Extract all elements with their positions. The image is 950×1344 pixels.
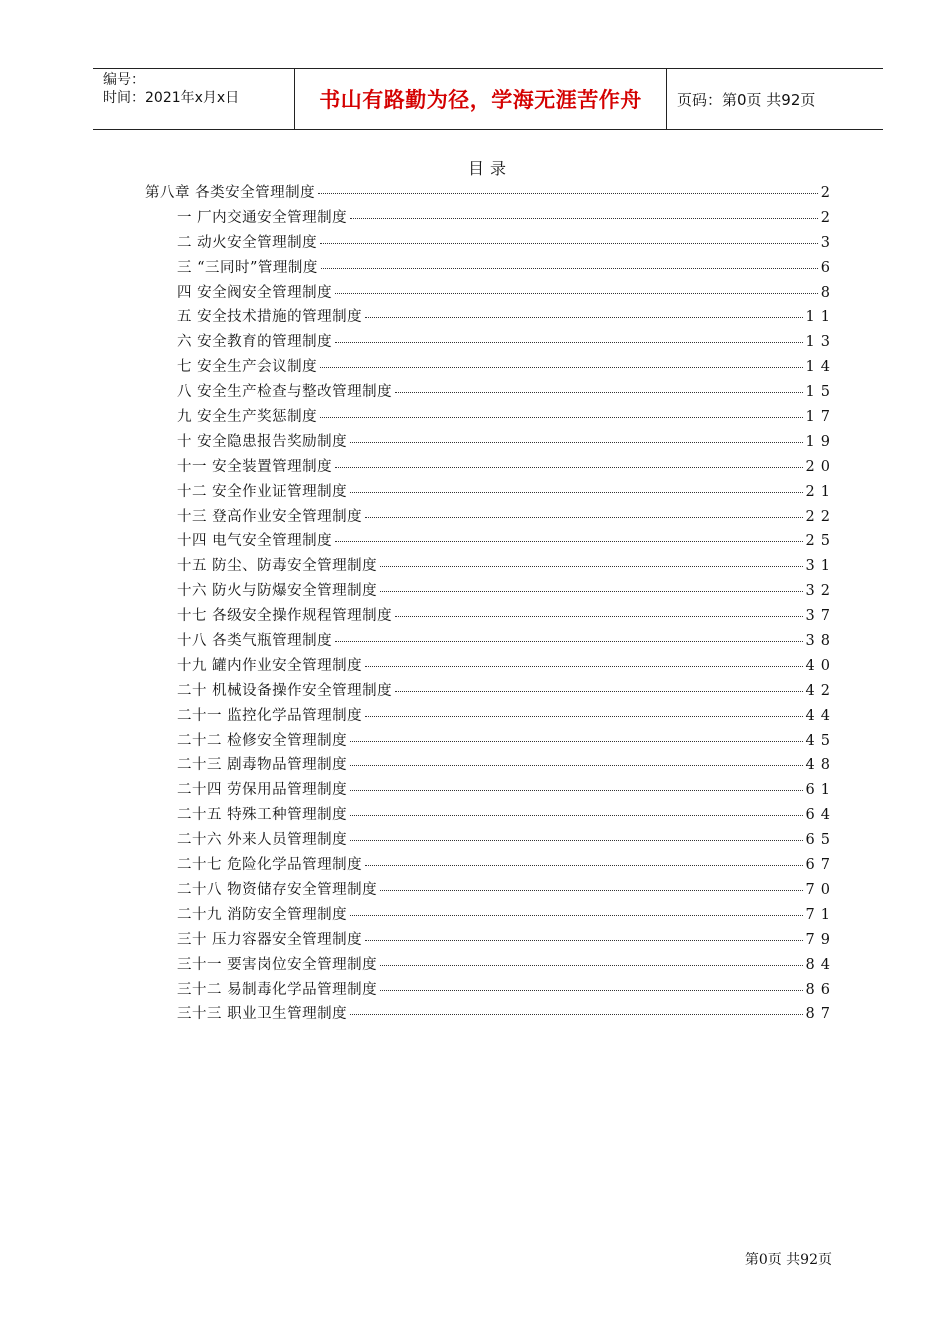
toc-entry-label: 十七 各级安全操作规程管理制度 bbox=[177, 608, 393, 625]
toc-chapter-entry[interactable] bbox=[145, 181, 836, 206]
toc-entry-page: 61 bbox=[805, 782, 836, 799]
toc-entry-page: 22 bbox=[805, 508, 836, 525]
toc-dot-leader bbox=[320, 417, 802, 418]
toc-entry-label: 十一 安全装置管理制度 bbox=[177, 458, 333, 475]
toc-entry-label: 十四 电气安全管理制度 bbox=[177, 533, 333, 550]
time-label: 时间：2021年x月x日 bbox=[103, 90, 240, 106]
toc-dot-leader bbox=[350, 765, 802, 766]
toc-entry-label: 三十 压力容器安全管理制度 bbox=[177, 931, 363, 948]
toc-dot-leader bbox=[365, 666, 802, 667]
toc-entry-label: 十九 罐内作业安全管理制度 bbox=[177, 657, 363, 674]
toc-entry-label: 五 安全技术措施的管理制度 bbox=[177, 309, 363, 326]
toc-dot-leader bbox=[380, 566, 802, 567]
toc-entry-label: 二十七 危险化学品管理制度 bbox=[177, 857, 363, 874]
toc-dot-leader bbox=[335, 293, 818, 294]
toc-entry-label: 第八章 各类安全管理制度 bbox=[145, 185, 316, 201]
toc-entry-label: 三 “三同时”管理制度 bbox=[177, 259, 318, 276]
toc-entry-label: 九 安全生产奖惩制度 bbox=[177, 409, 318, 426]
toc-dot-leader bbox=[335, 641, 802, 642]
header-page-info-cell bbox=[667, 69, 883, 129]
toc-entry-page: 14 bbox=[805, 359, 836, 376]
toc-dot-leader bbox=[350, 815, 802, 816]
toc-entry-page: 2 bbox=[820, 185, 836, 201]
toc-dot-leader bbox=[335, 541, 802, 542]
toc-entry-page: 40 bbox=[805, 657, 836, 674]
toc-dot-leader bbox=[380, 591, 802, 592]
toc-entry-label: 十六 防火与防爆安全管理制度 bbox=[177, 583, 378, 600]
toc-title: 目录 bbox=[467, 159, 512, 178]
toc-entry-label: 三十二 易制毒化学品管理制度 bbox=[177, 981, 378, 998]
toc-dot-leader bbox=[395, 392, 802, 393]
toc-entry[interactable] bbox=[145, 853, 836, 878]
toc-entry-label: 二 动火安全管理制度 bbox=[177, 234, 318, 251]
toc-entry-page: 42 bbox=[805, 682, 836, 699]
toc-entry-label: 二十二 检修安全管理制度 bbox=[177, 732, 348, 749]
toc-entry-page: 6 bbox=[820, 259, 836, 276]
toc-entry-page: 20 bbox=[805, 458, 836, 475]
toc-entry[interactable] bbox=[145, 679, 836, 704]
toc-entry-page: 86 bbox=[805, 981, 836, 998]
toc-entry-label: 三十一 要害岗位安全管理制度 bbox=[177, 956, 378, 973]
toc-entry-page: 32 bbox=[805, 583, 836, 600]
toc-entry-page: 79 bbox=[805, 931, 836, 948]
toc-entry[interactable] bbox=[145, 505, 836, 530]
toc-entry-page: 13 bbox=[805, 334, 836, 351]
toc-entry-page: 44 bbox=[805, 707, 836, 724]
toc-entry-label: 四 安全阀安全管理制度 bbox=[177, 284, 333, 301]
toc-entry-label: 一 厂内交通安全管理制度 bbox=[177, 209, 348, 226]
toc-dot-leader bbox=[335, 467, 802, 468]
toc-entry-label: 二十一 监控化学品管理制度 bbox=[177, 707, 363, 724]
toc-entry-label: 二十六 外来人员管理制度 bbox=[177, 832, 348, 849]
toc-entry-label: 二十三 剧毒物品管理制度 bbox=[177, 757, 348, 774]
toc-entry[interactable] bbox=[145, 355, 836, 380]
toc-entry[interactable] bbox=[145, 554, 836, 579]
toc-entry[interactable] bbox=[145, 828, 836, 853]
toc-dot-leader bbox=[380, 990, 802, 991]
toc-entry[interactable] bbox=[145, 878, 836, 903]
toc-entry[interactable] bbox=[145, 405, 836, 430]
toc-entry-page: 64 bbox=[805, 807, 836, 824]
toc-entry[interactable] bbox=[145, 305, 836, 330]
toc-entry[interactable] bbox=[145, 604, 836, 629]
toc-dot-leader bbox=[350, 790, 802, 791]
toc-dot-leader bbox=[350, 1014, 802, 1015]
page-footer: 第0页 共92页 bbox=[744, 1252, 832, 1268]
toc-entry[interactable] bbox=[145, 529, 836, 554]
toc-entry-page: 11 bbox=[805, 309, 836, 326]
toc-entry-page: 8 bbox=[820, 284, 836, 301]
toc-entry-page: 67 bbox=[805, 857, 836, 874]
toc-entry-label: 三十三 职业卫生管理制度 bbox=[177, 1006, 348, 1023]
toc-dot-leader bbox=[365, 317, 802, 318]
toc-dot-leader bbox=[318, 193, 818, 194]
toc-entry[interactable] bbox=[145, 206, 836, 231]
toc-dot-leader bbox=[350, 840, 802, 841]
header-motto-cell bbox=[295, 69, 667, 129]
toc-dot-leader bbox=[380, 965, 802, 966]
toc-entry-page: 38 bbox=[805, 633, 836, 650]
toc-entry-page: 17 bbox=[805, 409, 836, 426]
toc-entry-label: 二十 机械设备操作安全管理制度 bbox=[177, 682, 393, 699]
toc-entry-page: 21 bbox=[805, 483, 836, 500]
code-label: 编号： bbox=[103, 72, 145, 88]
toc-entry[interactable] bbox=[145, 281, 836, 306]
toc-dot-leader bbox=[350, 492, 802, 493]
toc-entry[interactable] bbox=[145, 1002, 836, 1027]
toc-entry-page: 84 bbox=[805, 956, 836, 973]
toc-entry[interactable] bbox=[145, 430, 836, 455]
toc-dot-leader bbox=[395, 616, 802, 617]
toc-entry[interactable] bbox=[145, 778, 836, 803]
toc-entry-page: 15 bbox=[805, 384, 836, 401]
toc-entry[interactable] bbox=[145, 579, 836, 604]
toc-entry-label: 十八 各类气瓶管理制度 bbox=[177, 633, 333, 650]
toc-dot-leader bbox=[320, 243, 818, 244]
toc-entry-page: 37 bbox=[805, 608, 836, 625]
toc-entry[interactable] bbox=[145, 380, 836, 405]
toc-dot-leader bbox=[365, 940, 802, 941]
toc-entry-label: 二十五 特殊工种管理制度 bbox=[177, 807, 348, 824]
toc-entry-label: 十二 安全作业证管理制度 bbox=[177, 483, 348, 500]
toc-dot-leader bbox=[365, 517, 802, 518]
motto-text: 书山有路勤为径，学海无涯苦作舟 bbox=[319, 88, 642, 112]
toc-entry-label: 二十四 劳保用品管理制度 bbox=[177, 782, 348, 799]
toc-dot-leader bbox=[321, 268, 818, 269]
header-page-info: 页码：第0页 共92页 bbox=[677, 90, 816, 109]
toc-dot-leader bbox=[350, 915, 802, 916]
toc-entry[interactable] bbox=[145, 753, 836, 778]
toc-entry[interactable] bbox=[145, 953, 836, 978]
page-header bbox=[93, 68, 883, 130]
table-of-contents bbox=[145, 181, 836, 1027]
toc-entry[interactable] bbox=[145, 480, 836, 505]
toc-entry-label: 十 安全隐患报告奖励制度 bbox=[177, 433, 348, 450]
toc-entry-label: 二十九 消防安全管理制度 bbox=[177, 906, 348, 923]
toc-dot-leader bbox=[335, 342, 802, 343]
toc-entry-page: 71 bbox=[805, 906, 836, 923]
toc-dot-leader bbox=[350, 741, 802, 742]
toc-entry-page: 2 bbox=[820, 209, 836, 226]
toc-entry-page: 25 bbox=[805, 533, 836, 550]
toc-entry[interactable] bbox=[145, 654, 836, 679]
toc-entry[interactable] bbox=[145, 330, 836, 355]
toc-entry-page: 70 bbox=[805, 881, 836, 898]
toc-entry[interactable] bbox=[145, 978, 836, 1003]
header-meta bbox=[93, 69, 295, 129]
toc-entry-page: 87 bbox=[805, 1006, 836, 1023]
toc-entry[interactable] bbox=[145, 704, 836, 729]
toc-entry[interactable] bbox=[145, 928, 836, 953]
toc-dot-leader bbox=[365, 865, 802, 866]
toc-entry-page: 19 bbox=[805, 433, 836, 450]
toc-entry[interactable] bbox=[145, 629, 836, 654]
toc-dot-leader bbox=[320, 367, 802, 368]
toc-entry[interactable] bbox=[145, 903, 836, 928]
toc-dot-leader bbox=[380, 890, 802, 891]
toc-entry-label: 二十八 物资储存安全管理制度 bbox=[177, 881, 378, 898]
toc-entry-page: 48 bbox=[805, 757, 836, 774]
toc-dot-leader bbox=[365, 716, 802, 717]
toc-entry-page: 45 bbox=[805, 732, 836, 749]
toc-entry-label: 十三 登高作业安全管理制度 bbox=[177, 508, 363, 525]
toc-dot-leader bbox=[350, 442, 802, 443]
toc-dot-leader bbox=[395, 691, 802, 692]
toc-dot-leader bbox=[350, 218, 818, 219]
toc-entry[interactable] bbox=[145, 729, 836, 754]
toc-entry-page: 65 bbox=[805, 832, 836, 849]
toc-entry[interactable] bbox=[145, 256, 836, 281]
toc-entry-page: 3 bbox=[820, 234, 836, 251]
toc-entry[interactable] bbox=[145, 231, 836, 256]
toc-entry[interactable] bbox=[145, 455, 836, 480]
toc-entry-label: 七 安全生产会议制度 bbox=[177, 359, 318, 376]
toc-entry-label: 八 安全生产检查与整改管理制度 bbox=[177, 384, 393, 401]
toc-entry-page: 31 bbox=[805, 558, 836, 575]
toc-entry-label: 六 安全教育的管理制度 bbox=[177, 334, 333, 351]
toc-entry-label: 十五 防尘、防毒安全管理制度 bbox=[177, 558, 378, 575]
toc-entry[interactable] bbox=[145, 803, 836, 828]
